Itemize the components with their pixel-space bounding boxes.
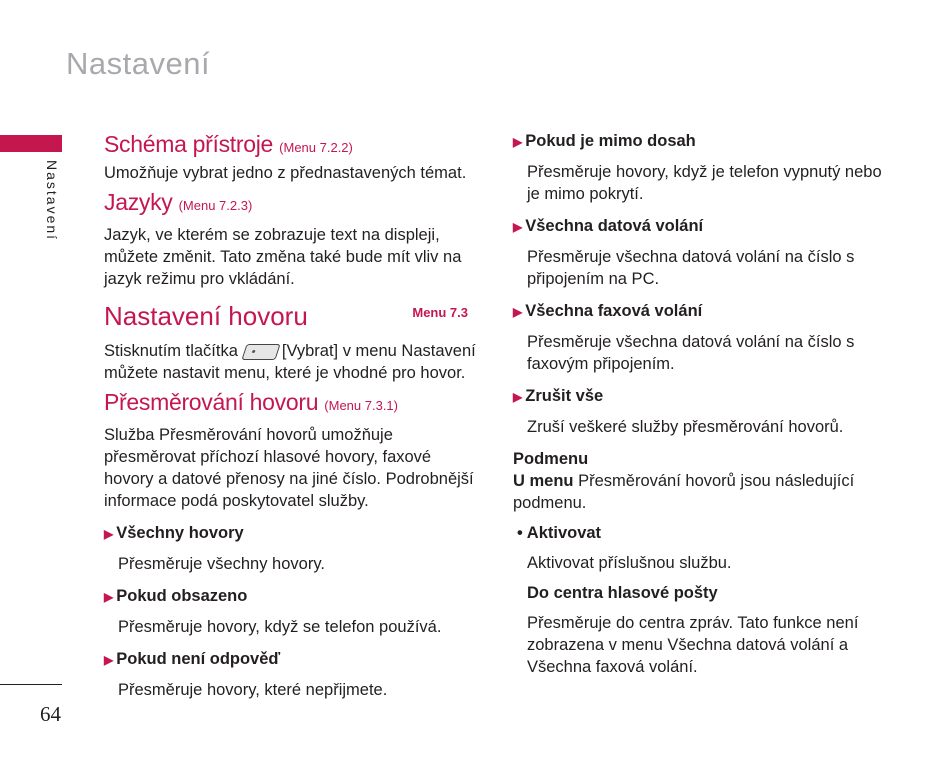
submenu-item-title-text: Aktivovat	[526, 524, 602, 542]
menu-reference: (Menu 7.3.1)	[324, 398, 398, 413]
list-item-title	[513, 130, 893, 153]
list-item-title-text: Pokud obsazeno	[116, 587, 248, 605]
list-item-title	[104, 522, 484, 545]
list-item-title	[513, 385, 893, 408]
list-item-desc: Přesměruje všechna datová volání na číslo s faxovým připojením.	[527, 333, 855, 373]
left-soft-key-icon	[241, 344, 280, 360]
podmenu-heading: Podmenu	[513, 450, 589, 468]
section-body	[104, 340, 484, 384]
menu-reference: (Menu 7.2.3)	[178, 198, 253, 213]
body-text-before-icon: Stisknutím tlačítka	[104, 342, 238, 360]
list-item-title-text: Zrušit vše	[525, 387, 604, 405]
section-body: Jazyk, ve kterém se zobrazuje text na displeji, můžete změnit. Tato změna také bude mít vliv na jazyk režimu pro vkládání.	[104, 226, 462, 288]
triangle-right-icon: ▶	[104, 653, 114, 667]
submenu-item-desc: Přesměruje do centra zpráv. Tato funkce není zobrazena v menu Všechna datová volání a Všechna faxová volání.	[527, 614, 859, 676]
list-item	[104, 585, 484, 638]
side-tab-label: Nastavení	[44, 160, 60, 242]
triangle-right-icon: ▶	[104, 527, 114, 541]
submenu-item-desc: Aktivovat příslušnou službu.	[527, 554, 732, 572]
section-title-text: Schéma přístroje	[104, 131, 274, 157]
triangle-right-icon: ▶	[513, 135, 523, 149]
list-item-title	[513, 215, 893, 238]
chapter-title-nastaveni-hovoru	[104, 300, 484, 332]
list-item	[513, 300, 893, 375]
bullet-icon: •	[517, 524, 523, 542]
podmenu-intro-bold: U menu	[513, 472, 574, 490]
footer-divider	[0, 684, 62, 685]
list-item	[513, 385, 893, 438]
body-text-after-icon: [Vybrat] v menu Nastavení můžete nastavit menu, které je vhodné pro hovor.	[104, 342, 476, 382]
list-item-title-text: Pokud není odpověď	[116, 650, 281, 668]
list-item-desc: Přesměruje všechna datová volání na číslo s připojením na PC.	[527, 248, 855, 288]
list-item-title-text: Všechna datová volání	[525, 217, 704, 235]
section-title-text: Jazyky	[104, 189, 173, 215]
menu-reference: (Menu 7.2.2)	[279, 140, 353, 155]
section-title-jazyky	[104, 188, 484, 220]
submenu-item-title: Do centra hlasové pošty	[527, 584, 718, 602]
right-column	[513, 130, 893, 678]
section-body: Umožňuje vybrat jedno z přednastavených témat.	[104, 164, 467, 182]
triangle-right-icon: ▶	[513, 220, 523, 234]
podmenu-intro	[513, 470, 893, 514]
triangle-right-icon: ▶	[104, 590, 114, 604]
menu-reference: Menu 7.3	[412, 305, 468, 320]
triangle-right-icon: ▶	[513, 390, 523, 404]
page-number: 64	[40, 702, 61, 726]
list-item	[513, 130, 893, 205]
chapter-title-text: Nastavení hovoru	[104, 301, 308, 331]
list-item	[104, 648, 484, 701]
list-item-title-text: Pokud je mimo dosah	[525, 132, 696, 150]
section-body: Služba Přesměrování hovorů umožňuje přesměrovat příchozí hlasové hovory, faxové hovory a datové přenosy na jiné číslo. Podrobnější informace podá poskytovatel služby.	[104, 426, 474, 510]
list-item-title	[104, 648, 484, 671]
section-title-schema	[104, 130, 484, 162]
list-item-title-text: Všechna faxová volání	[525, 302, 703, 320]
section-title-text: Přesměrování hovoru	[104, 389, 319, 415]
list-item-title-text: Všechny hovory	[116, 524, 244, 542]
section-title-presmerovani	[104, 388, 484, 420]
list-item-desc: Zruší veškeré služby přesměrování hovorů.	[527, 418, 844, 436]
podmenu-intro-text: Přesměrování hovorů jsou následující podmenu.	[513, 472, 855, 512]
list-item-title	[513, 300, 893, 323]
list-item-desc: Přesměruje všechny hovory.	[118, 555, 325, 573]
list-item	[513, 215, 893, 290]
left-column	[104, 130, 484, 701]
triangle-right-icon: ▶	[513, 305, 523, 319]
submenu-item-title	[513, 522, 893, 544]
side-tab-bar	[0, 135, 62, 152]
page-header-title: Nastavení	[66, 46, 211, 81]
list-item-desc: Přesměruje hovory, když se telefon používá.	[118, 618, 442, 636]
list-item-title	[104, 585, 484, 608]
list-item	[104, 522, 484, 575]
list-item-desc: Přesměruje hovory, když je telefon vypnutý nebo je mimo pokrytí.	[527, 163, 882, 203]
list-item-desc: Přesměruje hovory, které nepřijmete.	[118, 681, 388, 699]
